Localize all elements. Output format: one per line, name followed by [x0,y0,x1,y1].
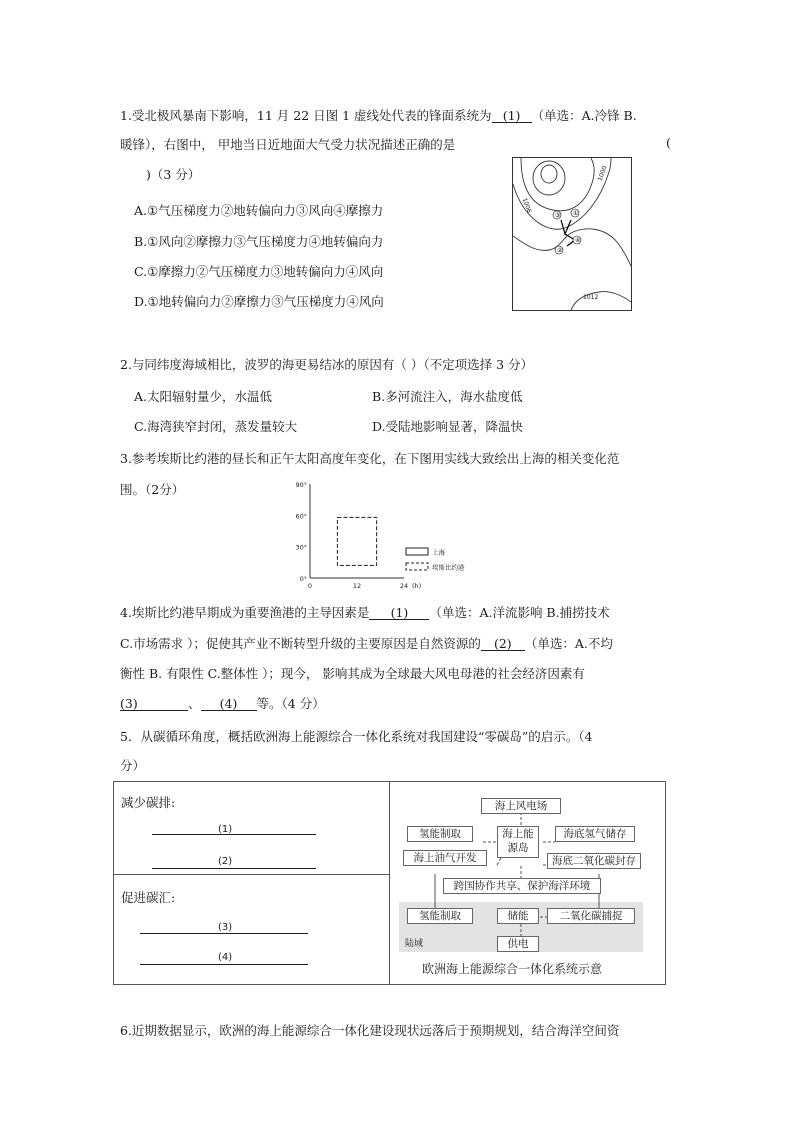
svg-text:①: ① [573,210,579,217]
y-tick-label: 0° [299,575,307,583]
isobar-map [512,157,632,311]
q1-option-c[interactable]: C.①摩擦力②气压梯度力③地转偏向力④风向 [134,264,384,279]
svg-text:④: ④ [575,237,581,244]
sink-title: 促进碳汇: [121,890,176,905]
q1-option-d[interactable]: D.①地转偏向力②摩擦力③气压梯度力④风向 [134,294,384,309]
q5-line1: 5．从碳循环角度，概括欧洲海上能源综合一体化系统对我国建设“零碳岛”的启示。（4 [120,729,593,744]
q3-line2: 围。（2分） [120,482,185,497]
x-unit-label: (h) [412,582,422,590]
svg-text:③: ③ [555,212,561,219]
answer-label-3: (3) [218,922,233,933]
q2-option-d[interactable]: D.受陆地影响显著，降温快 [372,419,524,434]
q4-line4 [120,694,325,712]
q1-blank-1[interactable]: (1) [492,109,532,123]
box-storage: 储能 [497,908,539,924]
q1-paren-open: ( [666,135,671,150]
q3-axes [295,481,421,590]
q4-text-1a: 4.埃斯比约港早期成为重要渔港的主导因素是 [120,605,370,620]
q6-line1: 6.近期数据显示，欧洲的海上能源综合一体化建设现状远落后于预期规划，结合海洋空间资 [120,1023,620,1038]
answer-label-2: (2) [218,856,233,867]
y-tick-label: 90° [295,481,307,489]
answer-line-1[interactable] [152,834,316,835]
q1-text-b: （单选：A.冷锋 B. [531,108,637,123]
x-tick-label: 24 [399,582,409,590]
box-h2-storage: 海底氢气储存 [555,826,635,842]
answer-line-4[interactable] [140,964,308,965]
q5-line2: 分） [120,758,146,773]
box-h2-production: 氢能制取 [407,826,473,842]
q3-line1: 3.参考埃斯比约港的昼长和正午太阳高度年变化，在下图用实线大致绘出上海的相关变化范 [120,451,620,466]
q4-blank-1[interactable]: (1) [369,606,429,620]
y-tick-label: 30° [295,543,307,552]
q4-text-1b: （单选：A.洋流影响 B.捕捞技术 [429,605,610,620]
box-wind-farm: 海上风电场 [481,798,561,814]
esbjerg-range-rect [337,517,376,565]
q3-chart[interactable] [288,478,488,590]
box-power: 供电 [497,936,539,952]
table-divider-horizontal [114,874,389,875]
legend-swatch-esbjerg [406,563,428,570]
energy-diagram [399,790,643,950]
q2-stem: 2.与同纬度海域相比，波罗的海更易结冰的原因有（ ）（不定项选择 3 分） [120,357,534,372]
isobar-label-1006: 1006 [520,197,533,214]
q4-blank-4[interactable]: (4) [201,697,257,711]
diagram-caption: 欧洲海上能源综合一体化系统示意 [422,962,603,976]
answer-line-2[interactable] [152,868,316,869]
table-divider-vertical [389,782,390,984]
box-h2-production-land: 氢能制取 [407,908,473,924]
q1-line1 [120,106,637,124]
q1-line3: )（3 分） [146,167,201,182]
isobar-svg [513,158,631,310]
svg-text:②: ② [557,247,563,254]
q4-tail: 等。（4 分） [256,696,325,711]
land-label: 陆域 [405,939,424,949]
box-energy-island: 海上能源岛 [497,826,539,858]
y-tick-label: 60° [295,512,307,521]
q1-option-a[interactable]: A.①气压梯度力②地转偏向力③风向④摩擦力 [134,203,384,218]
box-oil-gas: 海上油气开发 [403,850,487,866]
answer-label-1: (1) [218,824,233,835]
q4-blank-2[interactable]: (2) [481,637,525,651]
q3-marks [337,517,465,571]
diagram-connectors [399,790,643,950]
box-co2-capture: 二氧化碳捕捉 [547,908,635,924]
box-cooperation: 跨国协作共享、保护海洋环境 [443,878,601,894]
x-tick-label: 12 [352,582,362,590]
legend-label-shanghai: 上海 [432,548,445,557]
isobar-label-1000: 1000 [596,165,609,182]
q4-text-2b: （单选：A.不均 [524,636,613,651]
q4-blank-3[interactable]: (3) [120,697,188,711]
answer-label-4: (4) [218,952,233,963]
x-tick-label: 0 [307,582,313,590]
q4-sep: 、 [188,696,201,711]
q1-text-a: 1.受北极风暴南下影响，11 月 22 日图 1 虚线处代表的锋面系统为 [120,108,492,123]
answer-line-3[interactable] [140,933,308,934]
legend-swatch-shanghai [406,548,428,555]
q1-line2: 暖锋），右图中， 甲地当日近地面大气受力状况描述正确的是 [120,137,456,152]
q4-line2 [120,634,613,652]
box-co2-seal: 海底二氧化碳封存 [547,853,641,869]
q2-option-a[interactable]: A.太阳辐射量少，水温低 [134,389,273,404]
q4-line3: 衡性 B. 有限性 C.整体性 ）；现今， 影响其成为全球最大风电母港的社会经济因素有 [120,666,585,681]
q5-answer-table [113,781,666,985]
reduce-title: 减少碳排: [121,795,176,810]
q4-line1 [120,603,610,621]
q2-option-c[interactable]: C.海湾狭窄封闭，蒸发量较大 [134,419,298,434]
q2-option-b[interactable]: B.多河流注入，海水盐度低 [372,389,523,404]
q4-text-2a: C.市场需求 ）；促使其产业不断转型升级的主要原因是自然资源的 [120,636,481,651]
legend-label-esbjerg: 埃斯比约港 [432,563,465,572]
q1-option-b[interactable]: B.①风向②摩擦力③气压梯度力④地转偏向力 [134,234,384,249]
isobar-label-1012: 1012 [583,294,599,301]
